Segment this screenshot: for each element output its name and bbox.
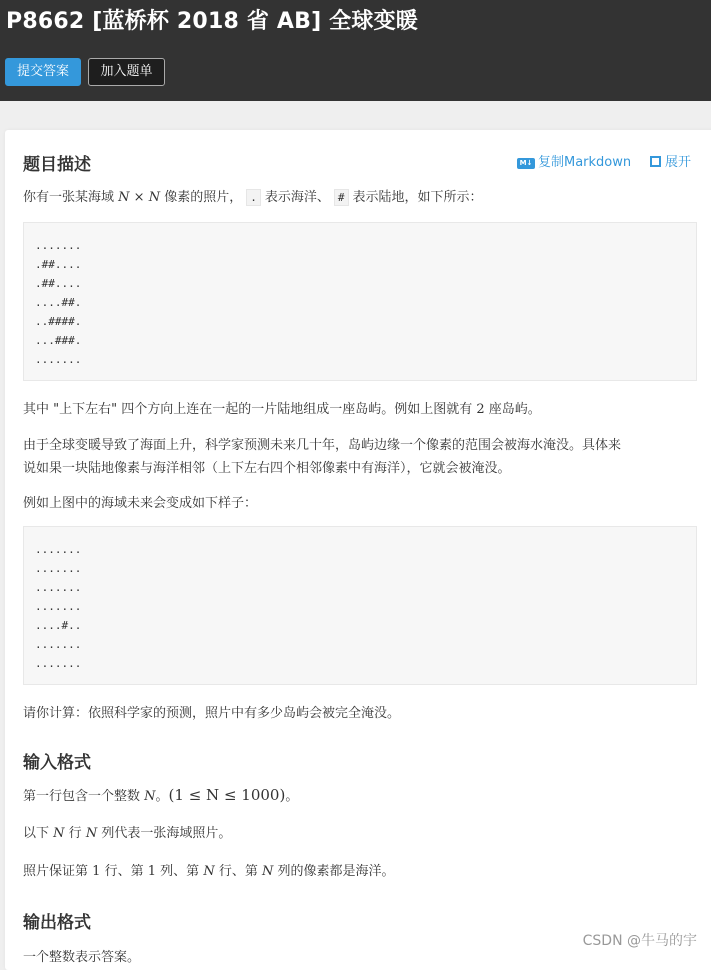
sea-char-code: . — [246, 189, 261, 206]
grid-line: .##.... — [35, 277, 82, 290]
desc-paragraph-5: 请你计算：依照科学家的预测，照片中有多少岛屿会被完全淹没。 — [23, 706, 401, 721]
grid-line: ....##. — [35, 296, 82, 309]
in2-text-c: 列代表一张海域照片。 — [101, 826, 232, 841]
desc-paragraph-2 — [23, 398, 541, 417]
math-n: N — [118, 190, 130, 205]
grid-line: ..####. — [35, 315, 82, 328]
island-count: 2 — [476, 402, 485, 417]
in3-text-a: 照片保证第 — [23, 864, 89, 879]
math-n: N — [261, 864, 274, 879]
copy-markdown-label: 复制Markdown — [538, 155, 632, 170]
output-format-heading: 输出格式 — [23, 913, 91, 933]
n-range: (1 ≤ N ≤ 1000) — [168, 786, 286, 804]
grid-after-block — [23, 526, 697, 685]
desc-paragraph-3-line-1: 由于全球变暖导致了海面上升，科学家预测未来几十年，岛屿边缘一个像素的范围会被海水淹没。具体来 — [23, 438, 622, 453]
in3-text-b: 行、第 — [104, 864, 144, 879]
land-char-code: # — [334, 189, 349, 206]
grid-line: ....... — [35, 562, 82, 575]
math-times: × — [133, 190, 145, 205]
grid-line: ....... — [35, 638, 82, 651]
grid-line: ....... — [35, 581, 82, 594]
add-to-list-button[interactable]: 加入题单 — [88, 58, 165, 86]
input-line-1 — [23, 785, 298, 804]
desc-paragraph-1 — [23, 186, 483, 206]
page-title: P8662 [蓝桥杯 2018 省 AB] 全球变暖 — [6, 9, 418, 34]
math-one: 1 — [147, 864, 157, 879]
grid-line: ....... — [35, 353, 82, 366]
p2-text-a: 其中 "上下左右" 四个方向上连在一起的一片陆地组成一座岛屿。例如上图就有 — [23, 402, 473, 417]
expand-icon — [650, 156, 661, 167]
math-n: N — [144, 789, 156, 804]
in3-text-e: 列的像素都是海洋。 — [277, 864, 395, 879]
csdn-watermark: CSDN @牛马的宇 — [582, 933, 697, 949]
grid-line: .##.... — [35, 258, 82, 271]
p1-text-c: 表示海洋、 — [264, 190, 330, 205]
grid-line: ....#.. — [35, 619, 82, 632]
math-one: 1 — [92, 864, 101, 879]
desc-paragraph-3-line-2: 说如果一块陆地像素与海洋相邻（上下左右四个相邻像素中有海洋），它就会被淹没。 — [23, 461, 511, 476]
math-n: N — [148, 190, 161, 205]
in2-text-b: 行 — [68, 826, 82, 841]
grid-line: ....... — [35, 657, 82, 670]
expand-link[interactable] — [650, 151, 691, 170]
grid-line: ....... — [35, 239, 82, 252]
input-format-heading: 输入格式 — [23, 753, 91, 773]
math-n: N — [85, 826, 98, 841]
desc-paragraph-4: 例如上图中的海域未来会变成如下样子： — [23, 496, 258, 511]
grid-before-block — [23, 222, 697, 381]
markdown-icon: M↓ — [517, 158, 535, 169]
in3-text-c: 列、第 — [160, 864, 200, 879]
in1-text-c: 。 — [285, 789, 299, 804]
in2-text-a: 以下 — [23, 826, 50, 841]
p1-text-d: 表示陆地，如下所示： — [352, 190, 483, 205]
grid-line: ...###. — [35, 334, 82, 347]
in1-text-b: 。 — [155, 789, 169, 804]
p1-text-a: 你有一张某海域 — [23, 190, 115, 205]
description-heading: 题目描述 — [23, 155, 91, 175]
math-n: N — [53, 826, 65, 841]
submit-answer-button[interactable]: 提交答案 — [5, 58, 81, 86]
output-line-1: 一个整数表示答案。 — [23, 950, 141, 965]
header-bar — [0, 0, 711, 101]
in1-text-a: 第一行包含一个整数 — [23, 789, 141, 804]
p2-text-b: 座岛屿。 — [488, 402, 541, 417]
copy-markdown-link[interactable] — [517, 151, 631, 170]
in3-text-d: 行、第 — [218, 864, 258, 879]
grid-line: ....... — [35, 600, 82, 613]
problem-card — [5, 130, 711, 970]
input-line-2 — [23, 822, 231, 841]
p1-text-b: 像素的照片， — [164, 190, 243, 205]
input-line-3 — [23, 860, 395, 879]
grid-line: ....... — [35, 543, 82, 556]
math-n: N — [203, 864, 215, 879]
expand-label: 展开 — [665, 155, 692, 170]
